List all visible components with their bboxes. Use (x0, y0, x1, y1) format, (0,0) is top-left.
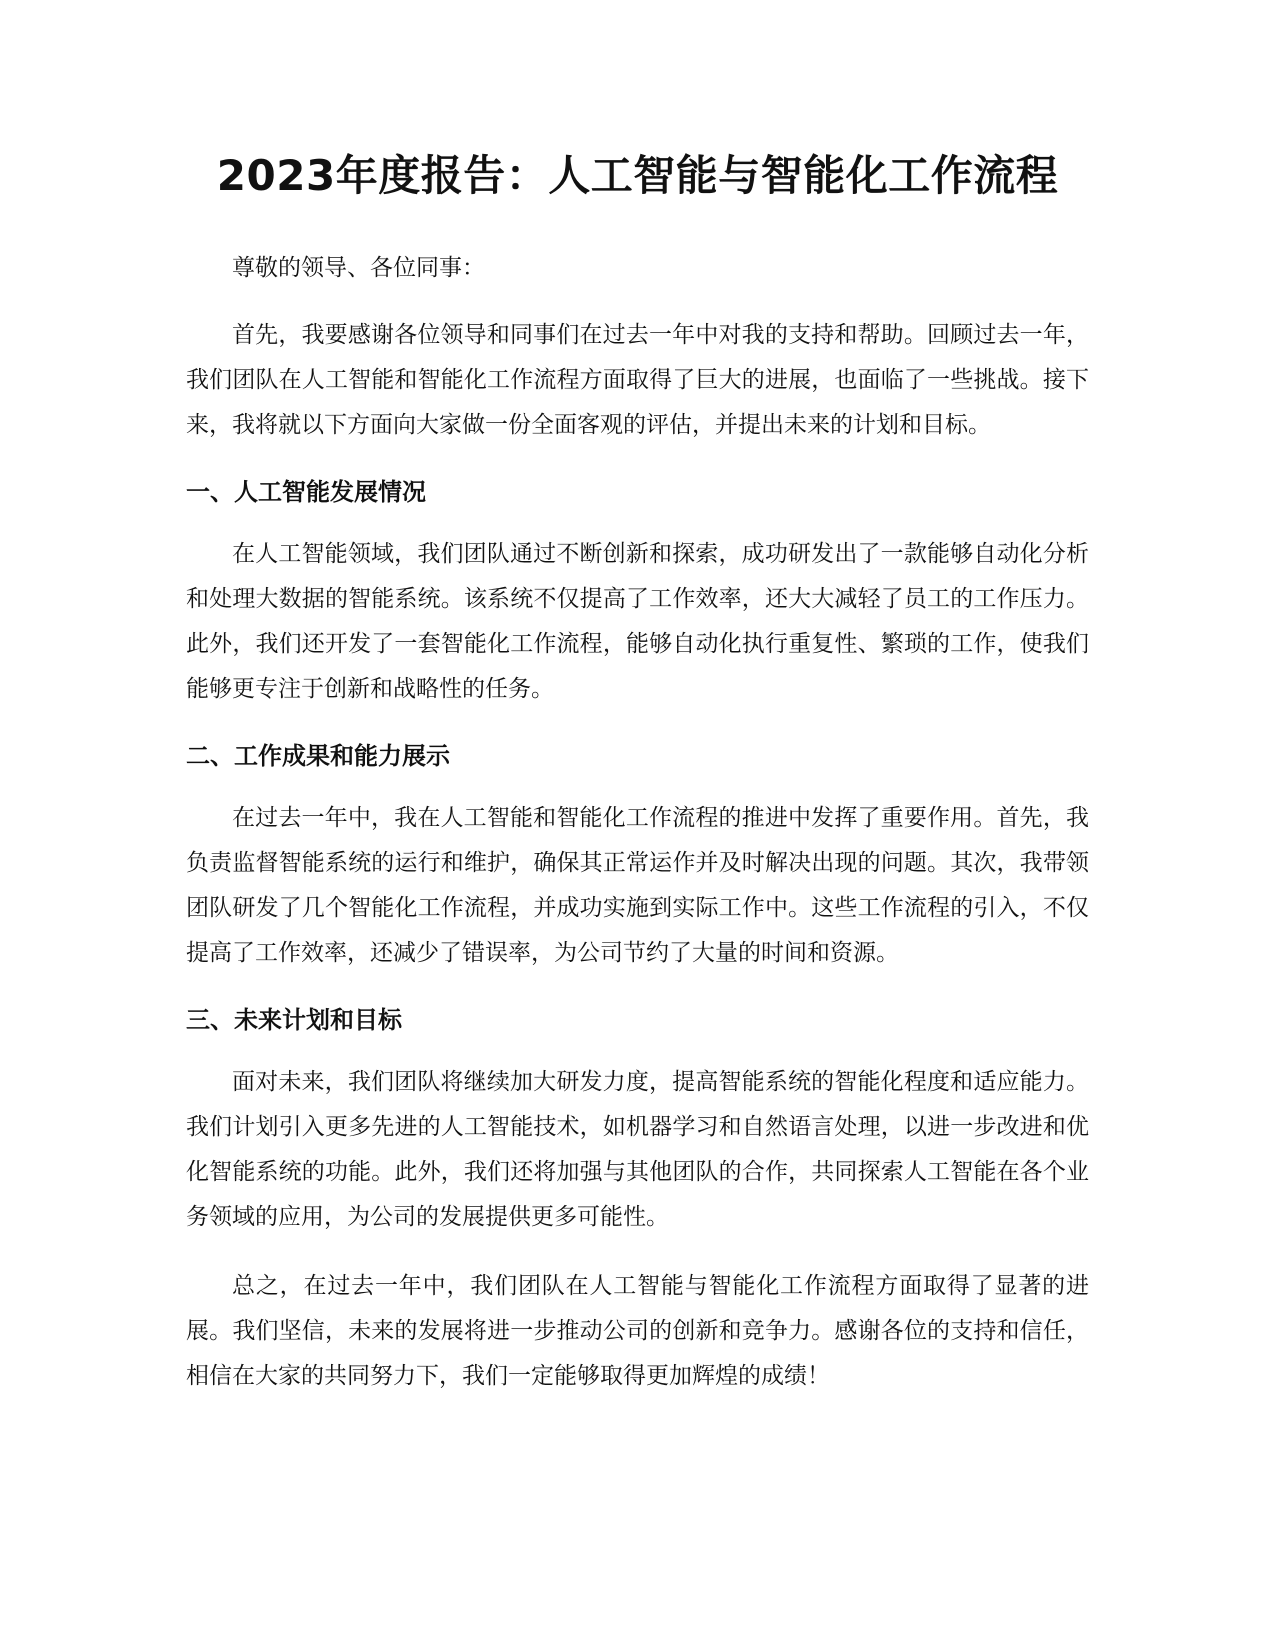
section-heading-ai-development: 一、人工智能发展情况 (186, 478, 426, 506)
intro-paragraph: 首先，我要感谢各位领导和同事们在过去一年中对我的支持和帮助。回顾过去一年，我们团队在人工智能和智能化工作流程方面取得了巨大的进展，也面临了一些挑战。接下来，我将就以下方面向大家做一份全面客观的评估，并提出未来的计划和目标。 (186, 322, 1089, 438)
conclusion-paragraph: 总之，在过去一年中，我们团队在人工智能与智能化工作流程方面取得了显著的进展。我们坚信，未来的发展将进一步推动公司的创新和竞争力。感谢各位的支持和信任，相信在大家的共同努力下，我们一定能够取得更加辉煌的成绩！ (186, 1273, 1089, 1389)
section-body-future-plans: 面对未来，我们团队将继续加大研发力度，提高智能系统的智能化程度和适应能力。我们计划引入更多先进的人工智能技术，如机器学习和自然语言处理，以进一步改进和优化智能系统的功能。此外，我们还将加强与其他团队的合作，共同探索人工智能在各个业务领域的应用，为公司的发展提供更多可能性。 (186, 1069, 1089, 1230)
document-body (186, 148, 1089, 1423)
salutation: 尊敬的领导、各位同事： (232, 255, 485, 281)
section-heading-future-plans: 三、未来计划和目标 (186, 1006, 402, 1034)
document-title: 2023年度报告：人工智能与智能化工作流程 (216, 151, 1059, 200)
section-body-ai-development: 在人工智能领域，我们团队通过不断创新和探索，成功研发出了一款能够自动化分析和处理大数据的智能系统。该系统不仅提高了工作效率，还大大减轻了员工的工作压力。此外，我们还开发了一套智能化工作流程，能够自动化执行重复性、繁琐的工作，使我们能够更专注于创新和战略性的任务。 (186, 541, 1089, 702)
section-heading-achievements: 二、工作成果和能力展示 (186, 742, 450, 770)
section-body-achievements: 在过去一年中，我在人工智能和智能化工作流程的推进中发挥了重要作用。首先，我负责监督智能系统的运行和维护，确保其正常运作并及时解决出现的问题。其次，我带领团队研发了几个智能化工作流程，并成功实施到实际工作中。这些工作流程的引入，不仅提高了工作效率，还减少了错误率，为公司节约了大量的时间和资源。 (186, 805, 1089, 966)
